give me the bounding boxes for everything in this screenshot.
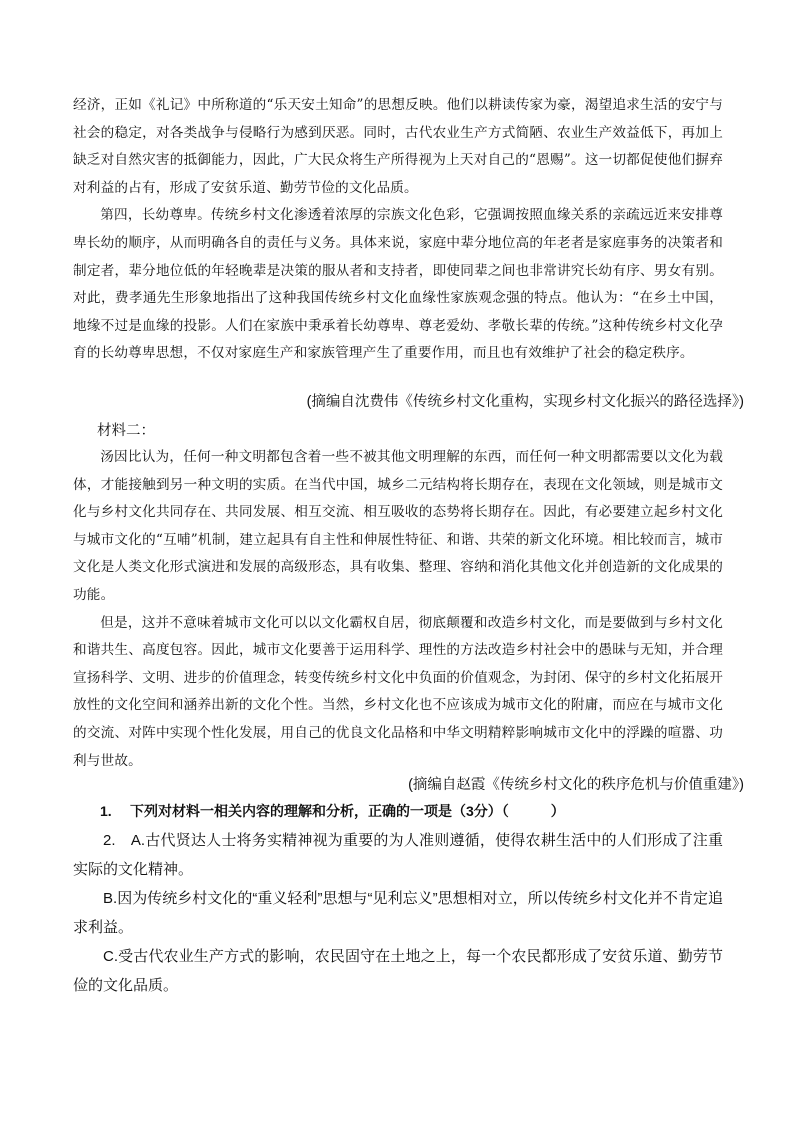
question-stem — [100, 798, 565, 824]
option-b: B.因为传统乡村文化的“重义轻利”思想与“见利忘义”思想相对立，所以传统乡村文化并不肯定追求利益。 — [73, 890, 723, 936]
material-one-source: (摘编自沈费伟《传统乡村文化重构，实现乡村文化振兴的路径选择》) — [306, 394, 744, 410]
option-a: 2. A.古代贤达人士将务实精神视为重要的为人准则遵循，使得农耕生活中的人们形成了注重实际的文化精神。 — [73, 832, 723, 878]
material-two-paragraph-2: 但是，这并不意味着城市文化可以以文化霸权自居，彻底颠覆和改造乡村文化，而是要做到与乡村文化和谐共生、高度包容。因此，城市文化要善于运用科学、理性的方法改造乡村社会中的愚昧与无知，并合理宣扬科学、文明、进步的价值理念，转变传统乡村文化中负面的价值观念，为封闭、保守的乡村文化拓展开放性的文化空间和涵养出新的文化个性。当然，乡村文化也不应该成为城市文化的附庸，而应在与城市文化的交流、对阵中实现个性化发展，用自己的优良文化品格和中华文明精粹影响城市文化中的浮躁的喧嚣、功利与世故。 — [73, 614, 723, 769]
material-two-source: (摘编自赵霞《传统乡村文化的秩序危机与价值重建》) — [408, 777, 744, 793]
material-two-label: 材料二： — [97, 423, 155, 439]
paragraph-fourth-point: 第四，长幼尊卑。传统乡村文化渗透着浓厚的宗族文化色彩，它强调按照血缘关系的亲疏远近来安排尊卑长幼的顺序，从而明确各自的责任与义务。具体来说，家庭中辈分地位高的年老者是家庭事务的决策者和制定者，辈分地位低的年轻晚辈是决策的服从者和支持者，即使同辈之间也非常讲究长幼有序、男女有别。对此，费孝通先生形象地指出了这种我国传统乡村文化血缘性家族观念强的特点。他认为：“在乡土中国，地缘不过是血缘的投影。人们在家族中秉承着长幼尊卑、尊老爱幼、孝敬长辈的传统。”这种传统乡村文化孕育的长幼尊卑思想，不仅对家庭生产和家族管理产生了重要作用，而且也有效维护了社会的稳定秩序。 — [73, 207, 723, 362]
material-two-body — [73, 444, 723, 775]
question-text: 下列对材料一相关内容的理解和分析，正确的一项是（3分）（ ） — [130, 803, 565, 819]
material-two-paragraph-1: 汤因比认为，任何一种文明都包含着一些不被其他文明理解的东西，而任何一种文明都需要以文化为载体，才能接触到另一种文明的实质。在当代中国，城乡二元结构将长期存在，表现在文化领域，则是城市文化与乡村文化共同存在、共同发展、相互交流、相互吸收的态势将长期存在。因此，有必要建立起乡村文化与城市文化的“互哺”机制，建立起具有自主性和伸展性特征、和谐、共荣的新文化环境。相比较而言，城市文化是人类文化形式演进和发展的高级形态，具有收集、整理、容纳和消化其他文化并创造新的文化成果的功能。 — [73, 449, 723, 603]
paragraph-continued: 经济，正如《礼记》中所称道的“乐天安土知命”的思想反映。他们以耕读传家为豪，渴望追求生活的安宁与社会的稳定，对各类战争与侵略行为感到厌恶。同时，古代农业生产方式简陋、农业生产效益低下，再加上缺乏对自然灾害的抵御能力，因此，广大民众将生产所得视为上天对自己的“恩赐”。这一切都促使他们摒弃对利益的占有，形成了安贫乐道、勤劳节俭的文化品质。 — [73, 97, 723, 196]
question-number: 1. — [100, 803, 112, 819]
question-options — [73, 826, 723, 1000]
material-one-continued — [73, 92, 723, 368]
option-c: C.受古代农业生产方式的影响，农民固守在土地之上，每一个农民都形成了安贫乐道、勤劳节俭的文化品质。 — [73, 948, 723, 994]
